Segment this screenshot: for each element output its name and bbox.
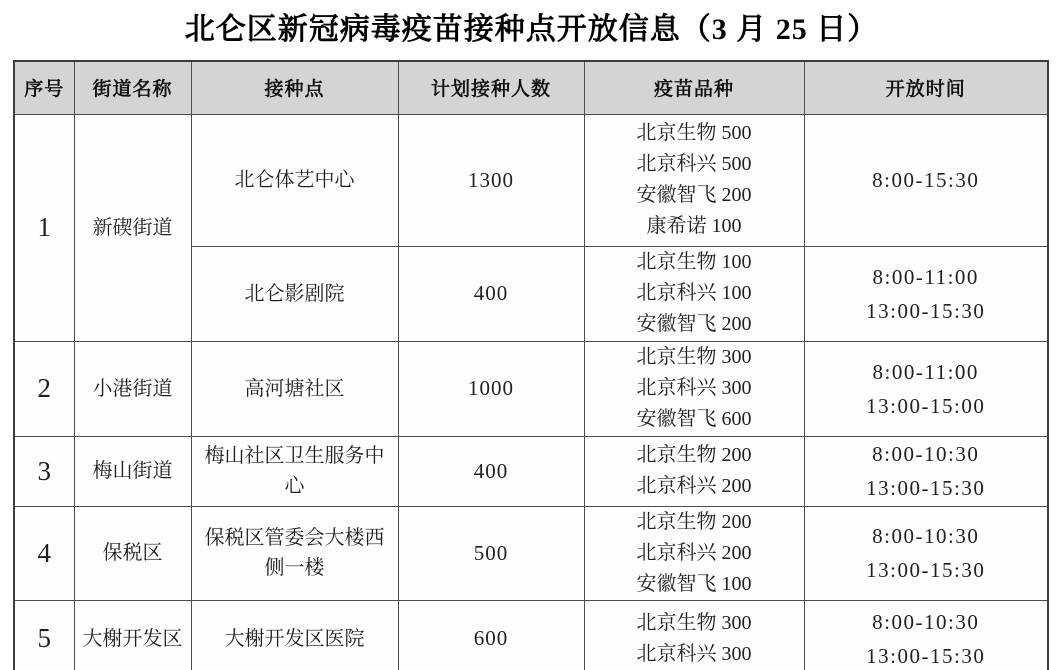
hours-line: 13:00-15:30 [866,298,986,323]
hours-cell [804,341,1048,436]
vaccine-line: 北京科兴 200 [636,475,752,497]
vaccine-line: 北京科兴 100 [636,282,752,304]
hours-line: 13:00-15:00 [866,393,986,418]
table-row [14,436,1048,506]
site-cell: 保税区管委会大楼西侧一楼 [191,506,398,600]
vaccine-cell [584,341,804,436]
vaccine-line: 安徽智飞 200 [636,184,752,206]
vaccine-line: 北京生物 300 [636,346,752,368]
street-cell: 梅山街道 [74,436,191,506]
vaccine-cell [584,600,804,670]
header-row [14,61,1048,114]
vaccine-line: 北京科兴 300 [636,377,752,399]
street-cell: 新碶街道 [74,114,191,341]
hours-line: 8:00-10:30 [872,524,980,548]
planned-cell: 1300 [398,114,584,246]
planned-cell: 500 [398,506,584,600]
hours-cell [804,114,1048,246]
site-cell: 梅山社区卫生服务中心 [191,436,398,506]
index-cell: 1 [14,114,74,341]
vaccine-line: 北京生物 100 [636,251,752,273]
table-row [14,600,1048,670]
vaccine-cell [584,246,804,341]
hours-line: 8:00-11:00 [872,264,979,289]
vaccine-line: 北京科兴 200 [636,541,752,564]
site-cell: 大榭开发区医院 [191,600,398,670]
vaccine-line: 北京生物 200 [636,444,752,466]
vaccine-line: 北京生物 500 [636,122,752,144]
hours-line: 8:00-10:30 [872,442,980,466]
col-header-index: 序号 [14,61,74,114]
col-header-vaccine: 疫苗品种 [584,61,804,114]
vaccination-table [13,60,1049,670]
table-row [14,506,1048,600]
col-header-site: 接种点 [191,61,398,114]
vaccine-line: 康希诺 100 [646,215,742,237]
index-cell: 4 [14,506,74,600]
vaccine-line: 北京科兴 500 [636,153,752,175]
planned-cell: 600 [398,600,584,670]
hours-cell [804,506,1048,600]
site-cell: 高河塘社区 [191,341,398,436]
vaccine-line: 北京生物 200 [636,510,752,533]
street-cell: 保税区 [74,506,191,600]
vaccine-line: 安徽智飞 600 [636,408,752,430]
site-cell: 北仑影剧院 [191,246,398,341]
hours-line: 8:00-11:00 [872,359,979,384]
street-cell: 小港街道 [74,341,191,436]
vaccine-cell [584,506,804,600]
index-cell: 2 [14,341,74,436]
hours-line: 13:00-15:30 [866,558,986,582]
hours-cell [804,246,1048,341]
index-cell: 3 [14,436,74,506]
vaccine-line: 安徽智飞 100 [636,572,752,595]
vaccine-cell [584,114,804,246]
col-header-planned: 计划接种人数 [398,61,584,114]
planned-cell: 400 [398,246,584,341]
vaccine-line: 北京科兴 300 [636,642,752,665]
page-title: 北仑区新冠病毒疫苗接种点开放信息（3 月 25 日） [184,13,879,46]
hours-line: 8:00-15:30 [872,168,980,192]
street-cell: 大榭开发区 [74,600,191,670]
hours-line: 13:00-15:30 [866,643,986,668]
col-header-street: 街道名称 [74,61,191,114]
table-row [14,114,1048,246]
hours-cell [804,436,1048,506]
vaccine-cell [584,436,804,506]
table-row [14,341,1048,436]
hours-line: 8:00-10:30 [872,609,980,634]
col-header-hours: 开放时间 [804,61,1048,114]
hours-line: 13:00-15:30 [866,476,986,500]
planned-cell: 400 [398,436,584,506]
vaccine-line: 北京生物 300 [636,611,752,634]
site-cell: 北仑体艺中心 [191,114,398,246]
planned-cell: 1000 [398,341,584,436]
vaccine-line: 安徽智飞 200 [636,313,752,335]
index-cell: 5 [14,600,74,670]
hours-cell [804,600,1048,670]
